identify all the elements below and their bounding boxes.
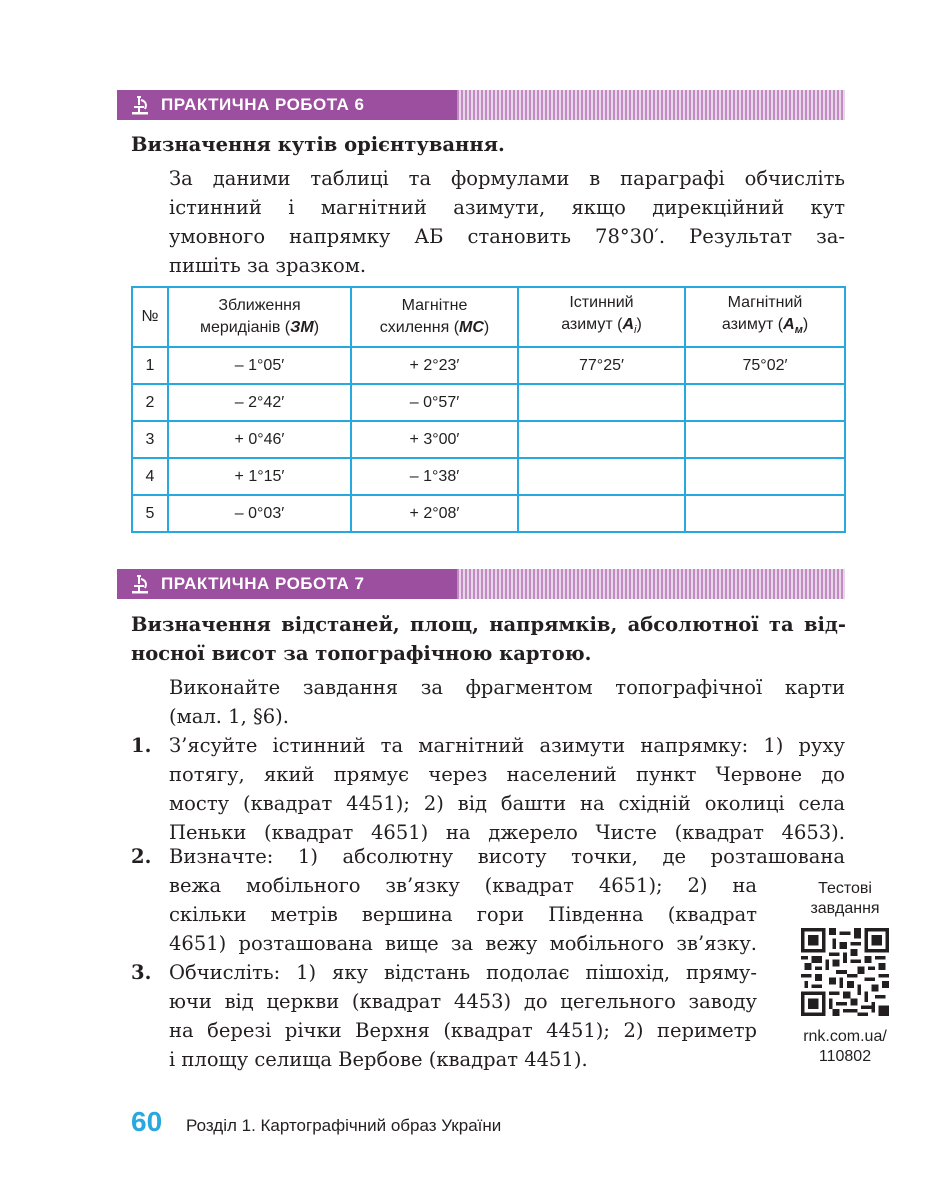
task-line: Обчисліть: 1) яку відстань подолає пішохід, пряму- — [169, 961, 757, 984]
task-line: і площу селища Вербове (квадрат 4451). — [169, 1048, 588, 1071]
cell-magnetic-azimuth — [685, 421, 845, 458]
task-line: З’ясуйте істинний та магнітний азимути напрямку: 1) руху — [169, 734, 845, 757]
task-line: 4651) розташована вище за вежу мобільного зв’язку. — [169, 932, 757, 955]
page-number: 60 — [131, 1106, 163, 1137]
task-1-text — [169, 731, 845, 847]
microscope-icon — [129, 94, 151, 116]
link-line: rnk.com.ua/ — [803, 1028, 887, 1045]
table-row — [132, 421, 845, 458]
section-title: Розділ 1. Картографічний образ України — [186, 1116, 502, 1135]
task-line: Визначте: 1) абсолютну висоту точки, де розташована — [169, 845, 845, 868]
cell-true-azimuth — [518, 421, 685, 458]
task-2-number: 2. — [131, 845, 152, 868]
cell-convergence: + 0°46′ — [168, 421, 351, 458]
qr-code-icon[interactable] — [801, 928, 889, 1016]
banner-title: ПРАКТИЧНА РОБОТА 7 — [161, 574, 365, 593]
cell-number: 5 — [132, 495, 168, 532]
practical-7-intro — [169, 673, 845, 731]
link-line: 110802 — [818, 1048, 872, 1065]
task-2-text — [169, 842, 845, 958]
cell-declination: + 3°00′ — [351, 421, 518, 458]
cell-true-azimuth — [518, 495, 685, 532]
cell-true-azimuth — [518, 384, 685, 421]
intro-line: За даними таблиці та формулами в параграфі обчисліть — [169, 167, 845, 190]
task-3-number: 3. — [131, 961, 152, 984]
cell-true-azimuth: 77°25′ — [518, 347, 685, 384]
banner-stripes — [457, 569, 845, 599]
cell-magnetic-azimuth — [685, 495, 845, 532]
task-1-number: 1. — [131, 734, 152, 757]
table-row — [132, 495, 845, 532]
banner-label — [117, 569, 457, 599]
table-row — [132, 384, 845, 421]
header-declination: Магнітне схилення (МС) — [351, 287, 518, 347]
banner-stripes — [457, 90, 845, 120]
practical-6-title: Визначення кутів орієнтування. — [131, 133, 505, 156]
intro-line: (мал. 1, §6). — [169, 705, 289, 728]
intro-line: Виконайте завдання за фрагментом топографічної карти — [169, 676, 845, 699]
banner-label — [117, 90, 457, 120]
header-true-azimuth: Істинний азимут $(А_і)$ — [518, 287, 685, 347]
task-3-text — [169, 958, 757, 1074]
practical-7-title — [131, 610, 846, 668]
task-line: на березі річки Верхня (квадрат 4451); 2) периметр — [169, 1019, 757, 1042]
header-convergence: Зближення меридіанів (ЗМ) — [168, 287, 351, 347]
cell-declination: – 0°57′ — [351, 384, 518, 421]
practical-work-6-banner — [117, 90, 845, 120]
cell-magnetic-azimuth: 75°02′ — [685, 347, 845, 384]
intro-line: істинний і магнітний азимути, якщо дирекційний кут — [169, 196, 845, 219]
qr-link[interactable] — [790, 1027, 900, 1067]
banner-title: ПРАКТИЧНА РОБОТА 6 — [161, 95, 365, 114]
header-magnetic-azimuth: Магнітний азимут $(А_м)$ — [685, 287, 845, 347]
cell-number: 3 — [132, 421, 168, 458]
cell-true-azimuth — [518, 458, 685, 495]
title-line: Визначення відстаней, площ, напрямків, абсолютної та від- — [131, 613, 846, 636]
cell-declination: – 1°38′ — [351, 458, 518, 495]
cell-declination: + 2°08′ — [351, 495, 518, 532]
header-number: № — [132, 287, 168, 347]
label-line: завдання — [810, 900, 880, 917]
microscope-icon — [129, 573, 151, 595]
practical-6-intro — [169, 164, 845, 280]
intro-line: умовного напрямку АБ становить 78°30′. Результат за- — [169, 225, 845, 248]
task-line: мосту (квадрат 4451); 2) від башти на східній околиці села — [169, 792, 845, 815]
cell-number: 1 — [132, 347, 168, 384]
cell-magnetic-azimuth — [685, 458, 845, 495]
task-line: вежа мобільного зв’язку (квадрат 4651); 2) на — [169, 874, 757, 897]
cell-convergence: – 0°03′ — [168, 495, 351, 532]
table-header-row — [132, 287, 845, 347]
table-row — [132, 458, 845, 495]
task-line: скільки метрів вершина гори Південна (квадрат — [169, 903, 757, 926]
cell-number: 4 — [132, 458, 168, 495]
task-line: потягу, який прямує через населений пункт Червоне до — [169, 763, 845, 786]
cell-magnetic-azimuth — [685, 384, 845, 421]
cell-convergence: – 1°05′ — [168, 347, 351, 384]
test-tasks-label — [790, 879, 900, 919]
cell-number: 2 — [132, 384, 168, 421]
azimuth-table — [131, 286, 846, 533]
task-line: ючи від церкви (квадрат 4453) до цегельного заводу — [169, 990, 757, 1013]
label-line: Тестові — [818, 880, 872, 897]
cell-convergence: – 2°42′ — [168, 384, 351, 421]
practical-work-7-banner — [117, 569, 845, 599]
table-row — [132, 347, 845, 384]
cell-convergence: + 1°15′ — [168, 458, 351, 495]
intro-line: пишіть за зразком. — [169, 254, 367, 277]
cell-declination: + 2°23′ — [351, 347, 518, 384]
task-line: Пеньки (квадрат 4651) на джерело Чисте (квадрат 4653). — [169, 821, 845, 844]
title-line: носної висот за топографічною картою. — [131, 642, 592, 665]
